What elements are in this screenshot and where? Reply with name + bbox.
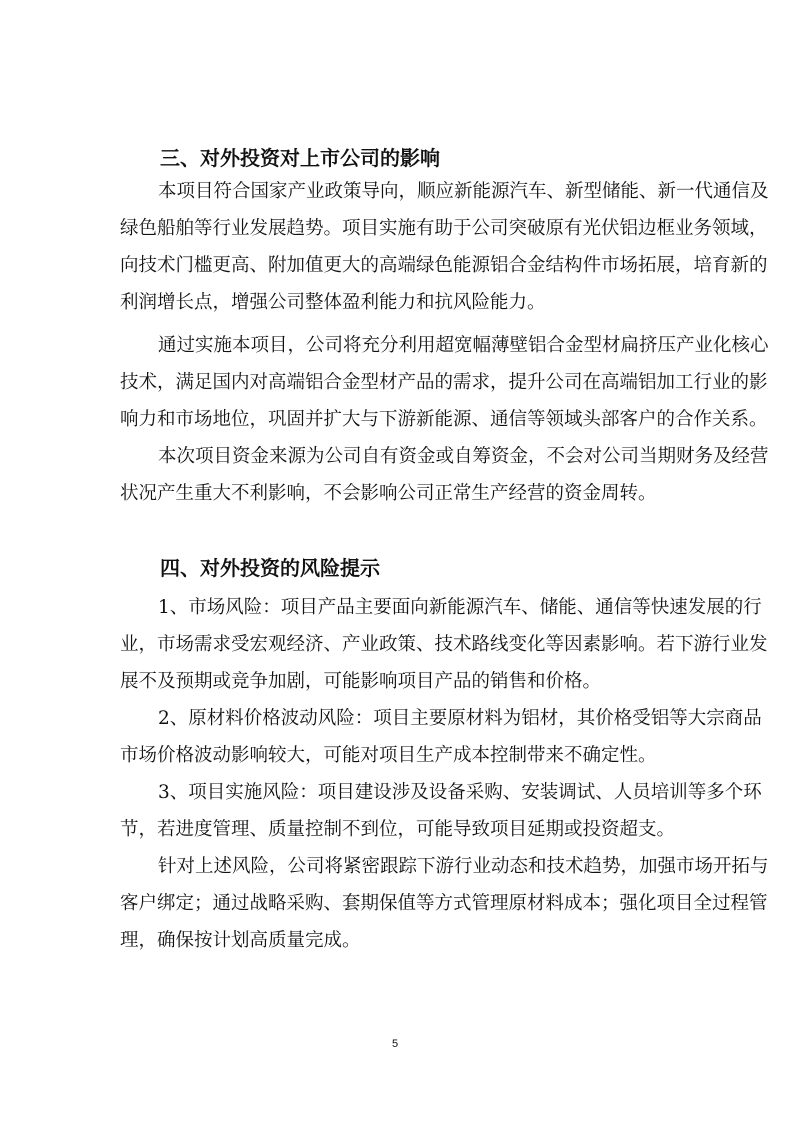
paragraph-line: 状况产生重大不利影响，不会影响公司正常生产经营的资金周转。: [120, 483, 657, 504]
paragraph-line: 技术，满足国内对高端铝合金型材产品的需求，提升公司在高端铝加工行业的影: [120, 372, 768, 393]
paragraph-line: 响力和市场地位，巩固并扩大与下游新能源、通信等领域头部客户的合作关系。: [120, 409, 768, 430]
paragraph-line: 3、项目实施风险：项目建设涉及设备采购、安装调试、人员培训等多个环: [158, 782, 762, 803]
paragraph-line: 针对上述风险，公司将紧密跟踪下游行业动态和技术趋势，加强市场开拓与: [158, 856, 769, 877]
paragraph-line: 通过实施本项目，公司将充分利用超宽幅薄壁铝合金型材扁挤压产业化核心: [158, 335, 769, 356]
section-heading: 四、对外投资的风险提示: [160, 556, 380, 580]
paragraph-line: 本次项目资金来源为公司自有资金或自筹资金，不会对公司当期财务及经营: [158, 446, 769, 467]
paragraph-line: 客户绑定；通过战略采购、套期保值等方式管理原材料成本；强化项目全过程管: [120, 893, 768, 914]
paragraph-line: 业，市场需求受宏观经济、产业政策、技术路线变化等因素影响。若下游行业发: [120, 634, 768, 655]
paragraph-line: 向技术门槛更高、附加值更大的高端绿色能源铝合金结构件市场拓展，培育新的: [120, 255, 768, 276]
paragraph-line: 节，若进度管理、质量控制不到位，可能导致项目延期或投资超支。: [120, 819, 676, 840]
paragraph-line: 本项目符合国家产业政策导向，顺应新能源汽车、新型储能、新一代通信及: [158, 181, 769, 202]
section-heading: 三、对外投资对上市公司的影响: [160, 146, 440, 170]
paragraph-line: 1、市场风险：项目产品主要面向新能源汽车、储能、通信等快速发展的行: [158, 597, 762, 618]
paragraph-line: 利润增长点，增强公司整体盈利能力和抗风险能力。: [120, 292, 546, 313]
paragraph-line: 展不及预期或竞争加剧，可能影响项目产品的销售和价格。: [120, 671, 602, 692]
page-number: 5: [392, 1038, 399, 1050]
paragraph-line: 2、原材料价格波动风险：项目主要原材料为铝材，其价格受铝等大宗商品: [158, 708, 762, 729]
paragraph-line: 理，确保按计划高质量完成。: [120, 930, 361, 951]
paragraph-line: 绿色船舶等行业发展趋势。项目实施有助于公司突破原有光伏铝边框业务领域，: [120, 218, 768, 239]
paragraph-line: 市场价格波动影响较大，可能对项目生产成本控制带来不确定性。: [120, 745, 657, 766]
